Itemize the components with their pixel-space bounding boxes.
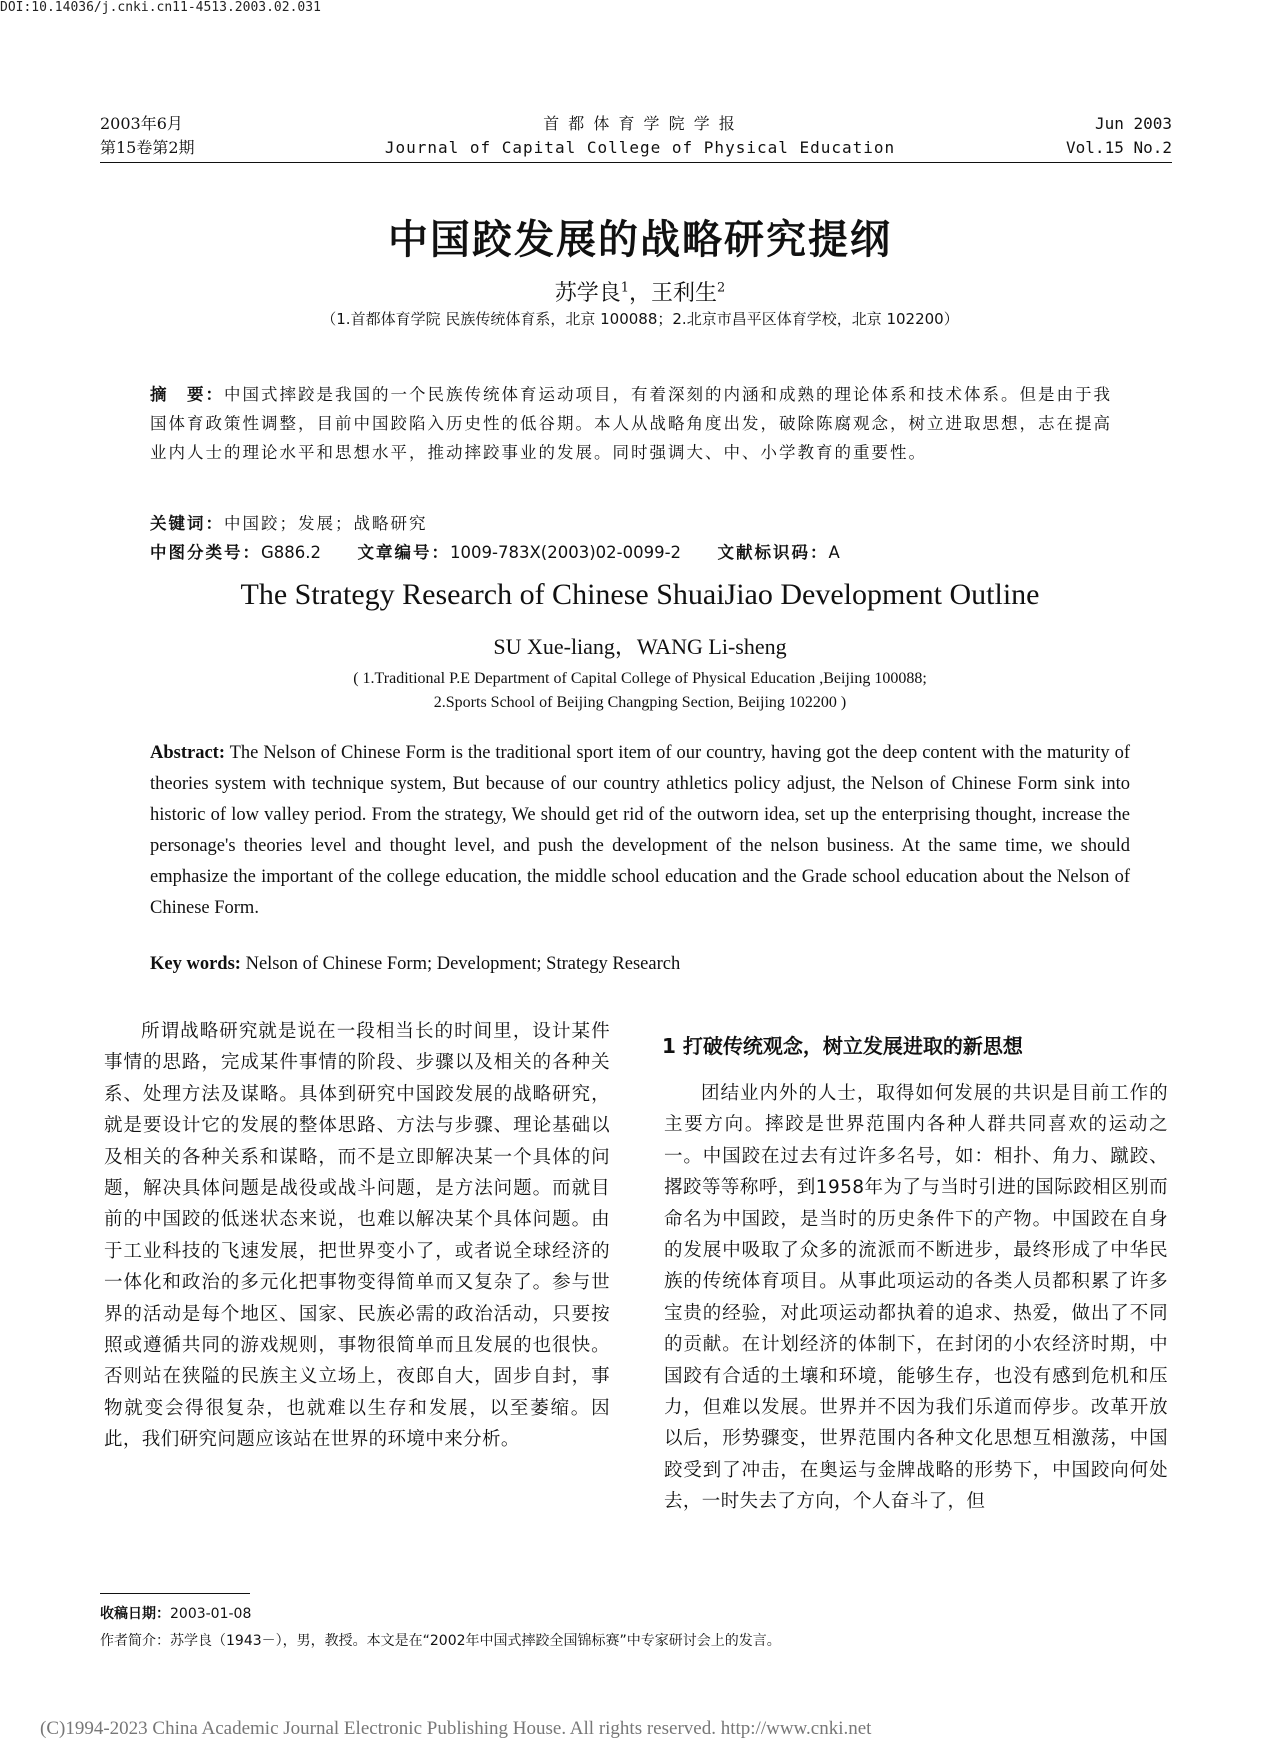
author-bio-label: 作者简介： bbox=[100, 1633, 170, 1649]
body-left-column bbox=[104, 1016, 610, 1456]
authors-cn bbox=[0, 276, 1280, 307]
abstract-cn-label: 摘 要： bbox=[150, 385, 224, 404]
issue-volume-cn: 第15卷第2期 bbox=[100, 138, 195, 157]
keywords-cn-label: 关键词： bbox=[150, 514, 224, 533]
classification-line bbox=[150, 538, 1130, 567]
abstract-en-text: The Nelson of Chinese Form is the traditional sport item of our country, having got the deep content with the maturity of theories system with technique system, But because of our country athletics policy adjust, the Nelson of Chinese Form sink into historic of low valley period. From the strategy, We should get rid of the outworn idea, set up the enterprising thought, increase the personage's theories level and thought level, and push the development of the nelson business. At the same time, we should emphasize the important of the college education, the middle school education and the Grade school education about the Nelson of Chinese Form. bbox=[150, 743, 1130, 918]
issue-date-en: Jun 2003 bbox=[1094, 114, 1172, 133]
issue-info-en bbox=[1066, 112, 1172, 160]
author-separator: ， bbox=[628, 281, 651, 306]
received-date: 2003-01-08 bbox=[170, 1606, 252, 1622]
journal-name-cn: 首 都 体 育 学 院 学 报 bbox=[543, 114, 737, 133]
issue-volume-en: Vol.15 No.2 bbox=[1066, 138, 1172, 157]
author-2-affil-mark: 2 bbox=[717, 280, 726, 296]
keywords-en bbox=[150, 954, 1130, 975]
footnote-rule bbox=[100, 1593, 250, 1594]
footnote-received bbox=[100, 1603, 251, 1623]
paper-title-en: The Strategy Research of Chinese ShuaiJiao Development Outline bbox=[240, 578, 1040, 611]
body-paragraph-right: 团结业内外的人士，取得如何发展的共识是目前工作的主要方向。摔跤是世界范围内各种人群共同喜欢的运动之一。中国跤在过去有过许多名号，如：相扑、角力、蹴跤、撂跤等等称呼，到1958年为了与当时引进的国际跤相区别而命名为中国跤，是当时的历史条件下的产物。中国跤在自身的发展中吸取了众多的流派而不断进步，最终形成了中华民族的传统体育项目。从事此项运动的各类人员都积累了许多宝贵的经验，对此项运动都执着的追求、热爱，做出了不同的贡献。在计划经济的体制下，在封闭的小农经济时期，中国跤有合适的土壤和环境，能够生存，也没有感到危机和压力，但难以发展。世界并不因为我们乐道而停步。改革开放以后，形势骤变，世界范围内各种文化思想互相激荡，中国跤受到了冲击，在奥运与金牌战略的形势下，中国跤向何处去，一时失去了方向，个人奋斗了，但 bbox=[664, 1083, 1168, 1513]
copyright-footer: (C)1994-2023 China Academic Journal Electronic Publishing House. All rights reserved. http://www.cnki.net bbox=[40, 1718, 872, 1739]
footnote-author-bio bbox=[100, 1630, 781, 1650]
abstract-cn bbox=[150, 380, 1130, 467]
article-number-label: 文章编号： bbox=[357, 543, 451, 562]
keywords-en-text: Nelson of Chinese Form; Development; Strategy Research bbox=[240, 954, 681, 974]
keywords-cn-text: 中国跤；发展；战略研究 bbox=[224, 514, 428, 533]
keywords-en-label: Key words: bbox=[150, 954, 241, 974]
clc-value: G886.2 bbox=[261, 543, 322, 562]
doi-line: DOI:10.14036/j.cnki.cn11-4513.2003.02.031 bbox=[0, 0, 321, 15]
header-rule bbox=[100, 162, 1172, 163]
abstract-cn-text: 中国式摔跤是我国的一个民族传统体育运动项目，有着深刻的内涵和成熟的理论体系和技术体系。但是由于我国体育政策性调整，目前中国跤陷入历史性的低谷期。本人从战略角度出发，破除陈腐观念，树立进取思想，志在提高业内人士的理论水平和思想水平，推动摔跤事业的发展。同时强调大、中、小学教育的重要性。 bbox=[150, 385, 1112, 462]
issue-date-cn: 2003年6月 bbox=[100, 114, 183, 133]
author-1: 苏学良 bbox=[554, 281, 621, 306]
author-1-affil-mark: 1 bbox=[620, 280, 629, 296]
keywords-cn bbox=[150, 509, 1130, 538]
received-label: 收稿日期： bbox=[100, 1606, 170, 1622]
abstract-en-label: Abstract: bbox=[150, 743, 226, 763]
author-2: 王利生 bbox=[651, 281, 718, 306]
abstract-en bbox=[150, 738, 1130, 924]
body-paragraph-left: 所谓战略研究就是说在一段相当长的时间里，设计某件事情的思路，完成某件事情的阶段、步骤以及相关的各种关系、处理方法及谋略。具体到研究中国跤发展的战略研究，就是要设计它的发展的整体思路、方法与步骤、理论基础以及相关的各种关系和谋略，而不是立即解决某一个具体的问题，解决具体问题是战役或战斗问题，是方法问题。而就目前的中国跤的低迷状态来说，也难以解决某个具体问题。由于工业科技的飞速发展，把世界变小了，或者说全球经济的一体化和政治的多元化把事物变得简单而又复杂了。参与世界的活动是每个地区、国家、民族必需的政治活动，只要按照或遵循共同的游戏规则，事物很简单而且发展的也很快。否则站在狭隘的民族主义立场上，夜郎自大，固步自封，事物就变会得很复杂，也就难以生存和发展，以至萎缩。因此，我们研究问题应该站在世界的环境中来分析。 bbox=[104, 1021, 610, 1451]
affiliation-en-line-2: 2.Sports School of Beijing Changping Section, Beijing 102200 ) bbox=[433, 694, 847, 711]
journal-name-en: Journal of Capital College of Physical Education bbox=[384, 138, 896, 157]
doc-code-value: A bbox=[828, 543, 842, 562]
affiliation-en-line-1: ( 1.Traditional P.E Department of Capital College of Physical Education ,Beijing 100088; bbox=[353, 670, 927, 687]
affiliation-en bbox=[0, 667, 1280, 715]
article-number-value: 1009-783X(2003)02-0099-2 bbox=[450, 543, 682, 562]
clc-label: 中图分类号： bbox=[150, 543, 261, 562]
paper-title-cn: 中国跤发展的战略研究提纲 bbox=[388, 217, 892, 263]
body-right-column bbox=[664, 1078, 1168, 1518]
authors-en: SU Xue-liang，WANG Li-sheng bbox=[493, 634, 787, 659]
section-heading-1: 1 打破传统观念，树立发展进取的新思想 bbox=[662, 1034, 1023, 1058]
doc-code-label: 文献标识码： bbox=[717, 543, 829, 562]
author-bio-text: 苏学良（1943－），男，教授。本文是在“2002年中国式摔跤全国锦标赛”中专家研讨会上的发言。 bbox=[170, 1633, 781, 1649]
affiliation-cn: （1.首都体育学院 民族传统体育系，北京 100088；2.北京市昌平区体育学校，北京 102200） bbox=[321, 310, 959, 328]
